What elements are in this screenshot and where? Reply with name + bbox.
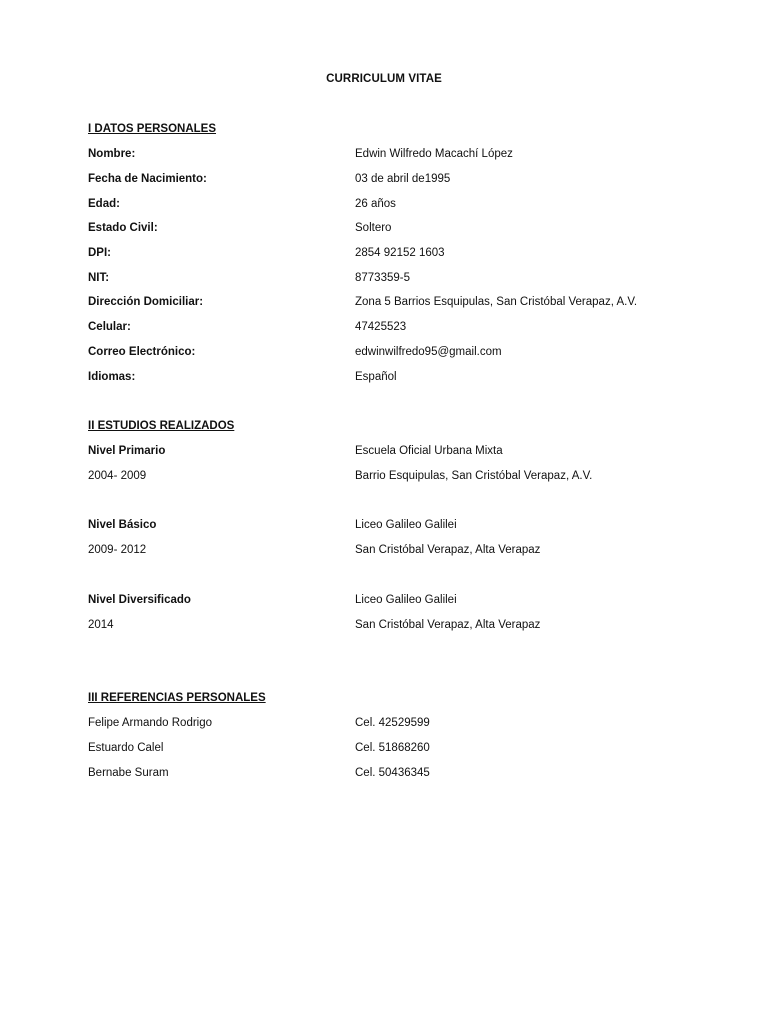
field-value: Zona 5 Barrios Esquipulas, San Cristóbal Verapaz, A.V. — [355, 296, 638, 308]
field-value: Español — [355, 371, 397, 383]
field-label: Nombre: — [88, 148, 136, 160]
field-value: 03 de abril de1995 — [355, 173, 451, 185]
study-level: Nivel Primario — [88, 445, 166, 457]
reference-phone: Cel. 51868260 — [355, 742, 430, 754]
personal-row-fecha-nacimiento — [88, 173, 688, 189]
study-location: San Cristóbal Verapaz, Alta Verapaz — [355, 619, 541, 631]
personal-row-nombre — [88, 148, 688, 164]
field-value: 47425523 — [355, 321, 407, 333]
personal-row-dpi — [88, 247, 688, 263]
field-value: Soltero — [355, 222, 392, 234]
reference-name: Felipe Armando Rodrigo — [88, 717, 213, 729]
reference-phone: Cel. 42529599 — [355, 717, 430, 729]
field-label: Idiomas: — [88, 371, 136, 383]
field-label: DPI: — [88, 247, 111, 259]
field-label: Estado Civil: — [88, 222, 158, 234]
study-location: Barrio Esquipulas, San Cristóbal Verapaz, A.V. — [355, 470, 593, 482]
field-label: Celular: — [88, 321, 131, 333]
personal-row-nit — [88, 272, 688, 288]
personal-row-celular — [88, 321, 688, 337]
studies-row-diversificado — [88, 594, 688, 610]
studies-row-primario — [88, 445, 688, 461]
field-value: 2854 92152 1603 — [355, 247, 445, 259]
study-level: Nivel Diversificado — [88, 594, 191, 606]
studies-row-diversificado-detail — [88, 619, 688, 635]
studies-row-basico-detail — [88, 544, 688, 560]
field-value: 26 años — [355, 198, 396, 210]
document-title: CURRICULUM VITAE — [326, 73, 442, 85]
field-label: Dirección Domiciliar: — [88, 296, 204, 308]
personal-row-idiomas — [88, 371, 688, 387]
field-value: edwinwilfredo95@gmail.com — [355, 346, 502, 358]
reference-phone: Cel. 50436345 — [355, 767, 430, 779]
study-years: 2009- 2012 — [88, 544, 147, 556]
personal-row-estado-civil — [88, 222, 688, 238]
studies-row-primario-detail — [88, 470, 688, 486]
study-location: San Cristóbal Verapaz, Alta Verapaz — [355, 544, 541, 556]
section-heading-references: III REFERENCIAS PERSONALES — [88, 692, 266, 704]
personal-row-correo — [88, 346, 688, 362]
study-years: 2014 — [88, 619, 114, 631]
section-heading-studies: II ESTUDIOS REALIZADOS — [88, 420, 235, 432]
personal-row-direccion — [88, 296, 688, 312]
field-value: 8773359-5 — [355, 272, 410, 284]
study-school: Escuela Oficial Urbana Mixta — [355, 445, 503, 457]
study-school: Liceo Galileo Galilei — [355, 594, 457, 606]
field-label: Fecha de Nacimiento: — [88, 173, 207, 185]
reference-row — [88, 767, 688, 783]
field-label: Correo Electrónico: — [88, 346, 196, 358]
studies-row-basico — [88, 519, 688, 535]
study-school: Liceo Galileo Galilei — [355, 519, 457, 531]
study-level: Nivel Básico — [88, 519, 157, 531]
reference-name: Estuardo Calel — [88, 742, 164, 754]
study-years: 2004- 2009 — [88, 470, 147, 482]
field-value: Edwin Wilfredo Macachí López — [355, 148, 513, 160]
reference-row — [88, 717, 688, 733]
reference-name: Bernabe Suram — [88, 767, 169, 779]
section-heading-personal: I DATOS PERSONALES — [88, 123, 217, 135]
field-label: Edad: — [88, 198, 120, 210]
field-label: NIT: — [88, 272, 110, 284]
reference-row — [88, 742, 688, 758]
personal-row-edad — [88, 198, 688, 214]
